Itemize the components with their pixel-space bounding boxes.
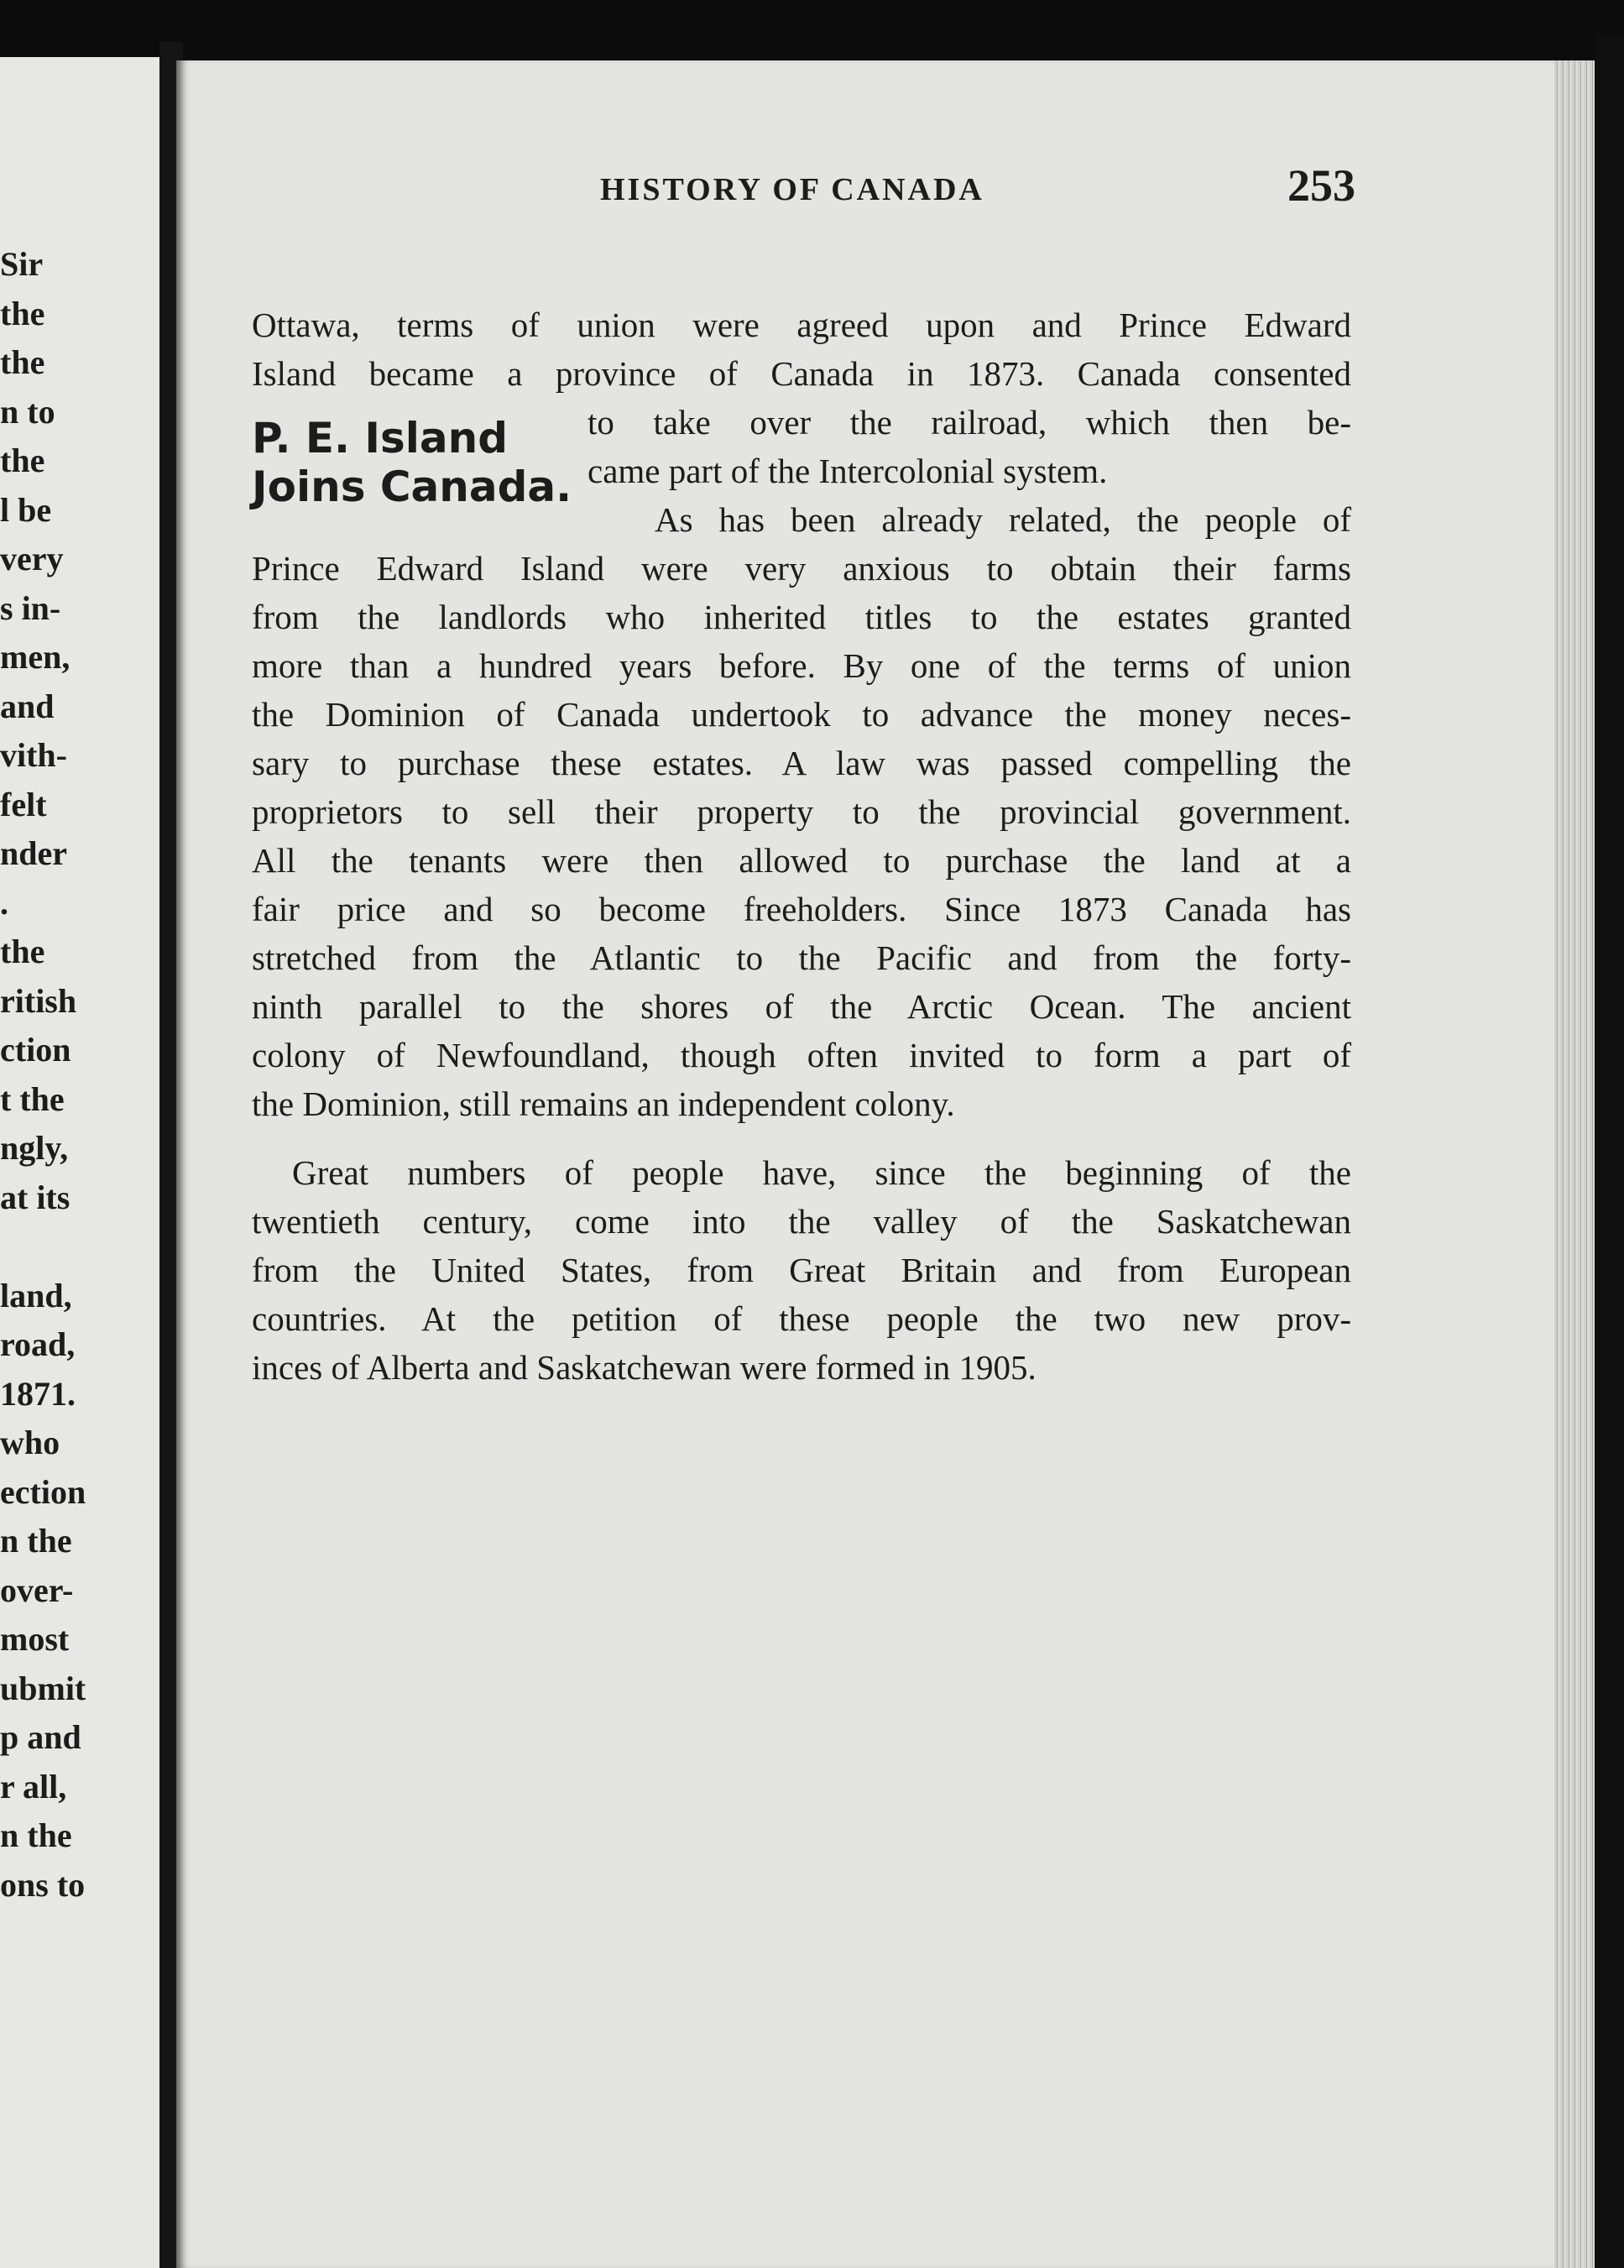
left-page-fragment: ubmit — [0, 1669, 86, 1707]
left-page-fragment: nder — [0, 834, 67, 872]
left-page-fragment: t the — [0, 1079, 65, 1118]
left-page-fragment: ons to — [0, 1865, 86, 1904]
page-edge — [1554, 60, 1595, 2268]
left-page-fragment: felt — [0, 785, 47, 823]
text-line: from the landlords who inherited titles to the estates granted — [252, 598, 1351, 636]
text-line: Island became a province of Canada in 1873. Canada consented — [252, 354, 1351, 393]
left-page-fragment: land, — [0, 1276, 72, 1314]
left-page — [0, 57, 159, 2268]
left-page-fragment: ection — [0, 1472, 86, 1511]
left-page-fragment: the — [0, 933, 45, 970]
left-page-fragment: ction — [0, 1031, 71, 1069]
left-page-fragment: s in- — [0, 588, 61, 627]
left-page-fragment: vith- — [0, 736, 67, 774]
page-header — [424, 159, 1355, 227]
left-page-fragment: n the — [0, 1816, 72, 1854]
left-page-fragment: n the — [0, 1522, 72, 1560]
text-line: inces of Alberta and Saskatchewan were formed in 1905. — [252, 1348, 1037, 1387]
text-line: twentieth century, come into the valley of the Saskatchewan — [252, 1202, 1351, 1241]
sidenote-line-2: Joins Canada. — [252, 462, 572, 511]
text-line: came part of the Intercolonial system. — [587, 452, 1108, 490]
left-page-fragment: p and — [0, 1718, 81, 1756]
text-line: the Dominion, still remains an independent colony. — [252, 1084, 955, 1123]
text-line: stretched from the Atlantic to the Pacific and from the forty- — [252, 938, 1351, 977]
left-page-fragment: at its — [0, 1178, 70, 1216]
left-page-fragment: l be — [0, 490, 52, 529]
sidenote-line-1: P. E. Island — [252, 414, 509, 462]
text-line: proprietors to sell their property to the provincial government. — [252, 792, 1351, 831]
text-line: to take over the railroad, which then be- — [587, 403, 1351, 442]
text-line: Prince Edward Island were very anxious to obtain their farms — [252, 549, 1351, 588]
text-line: more than a hundred years before. By one of the terms of union — [252, 646, 1351, 685]
left-page-fragment: the — [0, 442, 45, 479]
text-line: As has been already related, the people of — [655, 500, 1351, 539]
running-title: HISTORY OF CANADA — [600, 172, 984, 207]
left-page-fragment: men, — [0, 638, 70, 676]
left-page-fragment: ritish — [0, 981, 77, 1020]
text-line: ninth parallel to the shores of the Arctic Ocean. The ancient — [252, 987, 1351, 1026]
left-page-fragment: the — [0, 294, 45, 332]
text-line: All the tenants were then allowed to purchase the land at a — [252, 841, 1351, 880]
left-page-fragment: road, — [0, 1325, 76, 1363]
left-page-fragment: very — [0, 540, 64, 577]
text-line: the Dominion of Canada undertook to advance the money neces- — [252, 695, 1351, 734]
text-line: colony of Newfoundland, though often invited to form a part of — [252, 1036, 1351, 1074]
text-line: Great numbers of people have, since the beginning of the — [292, 1153, 1351, 1192]
left-page-fragment: . — [0, 883, 8, 922]
left-page-fragment: r all, — [0, 1767, 67, 1806]
left-page-fragment: who — [0, 1424, 60, 1461]
text-line: fair price and so become freeholders. Since 1873 Canada has — [252, 890, 1351, 928]
left-page-fragment: Sir — [0, 245, 44, 283]
left-page-fragment: the — [0, 343, 45, 381]
left-page-fragment: and — [0, 687, 55, 725]
left-page-fragment: most — [0, 1620, 70, 1658]
left-page-fragment: n to — [0, 392, 55, 431]
body-text — [252, 304, 1351, 1462]
scan-border — [1595, 34, 1624, 2268]
text-line: countries. At the petition of these people the two new prov- — [252, 1299, 1351, 1338]
left-page-fragment: ngly, — [0, 1129, 69, 1167]
text-line: Ottawa, terms of union were agreed upon and Prince Edward — [252, 306, 1351, 344]
text-line: sary to purchase these estates. A law was passed compelling the — [252, 744, 1351, 782]
left-page-fragment: 1871. — [0, 1374, 76, 1413]
text-line: from the United States, from Great Britain and from European — [252, 1251, 1351, 1289]
left-page-fragment: over- — [0, 1570, 74, 1609]
page-number: 253 — [1287, 160, 1355, 211]
